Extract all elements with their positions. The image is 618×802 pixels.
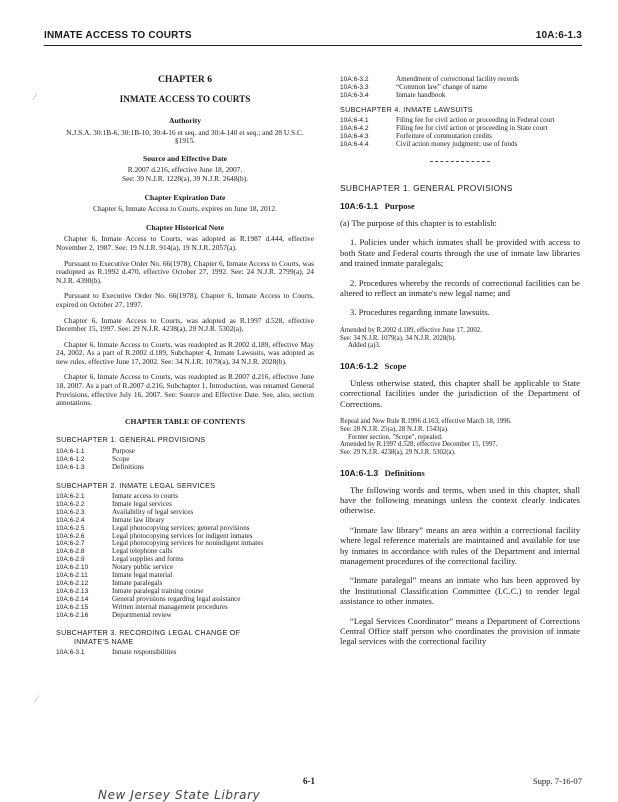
section-title: Scope — [384, 361, 407, 372]
toc-row: 10A:6-3.2 Amendment of correctional facility records — [340, 75, 519, 83]
toc-row: 10A:6-3.1 Inmate responsibilities — [56, 648, 177, 657]
toc-row: 10A:6-2.15 Written internal management procedures — [56, 602, 228, 611]
section-1-1-heading — [340, 202, 580, 211]
expiration-heading: Chapter Expiration Date — [144, 192, 226, 202]
toc-row: 10A:6-4.1 Filing fee for civil action or proceeding in Federal court — [340, 116, 555, 125]
subchapter-3-heading: SUBCHAPTER 3. RECORDING LEGAL CHANGE OF — [56, 628, 241, 638]
subchapter-1-heading: SUBCHAPTER 1. GENERAL PROVISIONS — [56, 435, 206, 445]
definition-inmate-paralegal: “Inmate paralegal” means an inmate who has been approved by the Institutional Classification Committee (I.C.C.) to render legal assistance to other inmates. — [340, 575, 580, 607]
library-stamp: New Jersey State Library — [98, 788, 261, 802]
toc-row: 10A:6-2.14 General provisions regarding legal assistance — [56, 594, 241, 603]
source-text-2: See: 39 N.J.R. 1228(a), 39 N.J.R. 2648(b). — [121, 173, 249, 183]
toc-subchapter-3-cont — [340, 76, 580, 100]
toc-row: 10A:6-2.1 Inmate access to courts — [56, 491, 178, 500]
toc-row: 10A:6-4.4 Civil action money judgment; use of funds — [340, 139, 518, 148]
history-paragraph: Chapter 6, Inmate Access to Courts, was readopted as R.2002 d.189, effective May 24, 2002. As a part of R.2002 d.189, Subchapter 4, Inmate Lawsuits, was adopted as new rules, effective June 17, 2002. See: 34 N.J.R. 1079(a), 34 N.J.R. 2028(b). — [56, 339, 314, 366]
toc-subchapter-4 — [340, 117, 580, 149]
toc-row: 10A:6-3.4 Inmate handbook — [340, 90, 446, 99]
expiration-text: Chapter 6, Inmate Access to Courts, expires on June 18, 2012. — [93, 204, 277, 214]
toc-heading: CHAPTER TABLE OF CONTENTS — [125, 416, 245, 426]
page-number: 6-1 — [303, 776, 315, 786]
section-divider — [430, 161, 490, 162]
definition-legal-services-coordinator: “Legal Services Coordinator” means a Department of Corrections Central Office staff person who coordinates the provision of inmate legal services with the correctional facility — [340, 615, 580, 647]
source-text-1: R.2007 d.216, effective June 18, 2007. — [127, 165, 243, 175]
toc-subchapter-3 — [56, 649, 314, 657]
right-column — [340, 76, 580, 647]
history-paragraph: Pursuant to Executive Order No. 66(1978), Chapter 6, Inmate Access to Courts, expired on October 27, 1997. — [56, 291, 314, 309]
purpose-intro: (a) The purpose of this chapter is to establish: — [340, 217, 497, 228]
toc-row: 10A:6-2.3 Availability of legal services — [56, 507, 194, 516]
toc-row: 10A:6-2.5 Legal photocopying services; general provisions — [56, 523, 250, 532]
history-heading: Chapter Historical Note — [146, 222, 224, 232]
toc-row: 10A:6-2.6 Legal photocopying services for indigent inmates — [56, 531, 253, 540]
subchapter-2-heading: SUBCHAPTER 2. INMATE LEGAL SERVICES — [56, 480, 216, 490]
toc-row: 10A:6-2.16 Departmental review — [56, 610, 172, 619]
scope-amendment-note: Repeal and New Rule R.1996 d.163, effective March 18, 1996. See: 28 N.J.R. 25(a), 28 N.J.R. 1543(a). Former section, "Scope", repealed. Amended by R.1997 d.528, effective December 15, 1997. See: 29 N.J.R. 4238(a), 29 N.J.R. 5302(a). — [340, 417, 512, 457]
purpose-item-1: 1. Policies under which inmates shall be provided with access to both State and Federal courts through the use of inmate law libraries and trained inmate paralegals; — [340, 237, 580, 269]
section-title: Definitions — [384, 467, 425, 478]
subchapter-4-heading: SUBCHAPTER 4. INMATE LAWSUITS — [340, 104, 473, 114]
section-1-3-heading — [340, 469, 580, 478]
subchapter-1-title: SUBCHAPTER 1. GENERAL PROVISIONS — [340, 182, 513, 193]
toc-row: 10A:6-4.2 Filing fee for civil action or proceeding in State court — [340, 124, 548, 133]
history-paragraph: Chapter 6, Inmate Access to Courts, was adopted as R.1997 d.528, effective December 15, 1997. See: 29 N.J.R. 4238(a), 29 N.J.R. 5302(a). — [56, 315, 314, 334]
section-number: 10A:6-1.1 — [340, 201, 379, 212]
source-heading: Source and Effective Date — [142, 153, 227, 163]
header-rule — [44, 45, 582, 46]
history-paragraph: Chapter 6, Inmate Access to Courts, was adopted as R.1987 d.444, effective November 2, 1987. See: 19 N.J.R. 914(a), 19 N.J.R. 2057(a). — [56, 234, 314, 252]
section-1-2-heading — [340, 362, 580, 371]
authority-heading: Authority — [168, 116, 202, 125]
left-column — [56, 58, 314, 657]
toc-row: 10A:6-2.13 Inmate paralegal training course — [56, 586, 204, 595]
toc-row: 10A:6-2.11 Inmate legal material — [56, 571, 173, 580]
toc-row: 10A:6-1.1 Purpose — [56, 446, 135, 455]
chapter-number: CHAPTER 6 — [157, 74, 213, 85]
supplement-date: Supp. 7-16-07 — [532, 776, 582, 786]
subchapter-3-heading-cont: INMATE'S NAME — [74, 636, 134, 646]
definitions-intro: The following words and terms, when used in this chapter, shall have the following meanings unless the context clearly indicates otherwise. — [340, 484, 580, 516]
toc-row: 10A:6-1.2 Scope — [56, 454, 130, 463]
purpose-item-3: 3. Procedures regarding inmate lawsuits. — [350, 307, 490, 318]
section-number: 10A:6-1.2 — [340, 361, 379, 372]
toc-subchapter-1 — [56, 448, 314, 472]
toc-row: 10A:6-3.3 “Common law” change of name — [340, 82, 488, 91]
toc-row: 10A:6-2.2 Inmate legal services — [56, 499, 172, 508]
header-section: 10A:6-1.3 — [535, 30, 582, 41]
toc-row: 10A:6-2.10 Notary public service — [56, 563, 174, 572]
header-title: INMATE ACCESS TO COURTS — [44, 30, 192, 41]
toc-row: 10A:6-4.3 Forfeiture of commutation credits — [340, 131, 492, 140]
history-paragraph: Chapter 6, Inmate Access to Courts, was readopted as R.2007 d.216, effective June 18, 2007. As a part of R.2007 d.216, Subchapter 1, Introduction, was renamed General Provisions, effective July 16, 2007. See: Source and Effective Date. See, also, section annotations. — [56, 372, 314, 408]
toc-row: 10A:6-1.3 Definitions — [56, 462, 144, 471]
chapter-title: INMATE ACCESS TO COURTS — [119, 94, 251, 104]
definition-law-library: “Inmate law library” means an area within a correctional facility where legal reference materials are maintained and available for use by inmates in accordance with rules of the Department and internal management procedures of the correctional facility. — [340, 524, 580, 566]
scope-text: Unless otherwise stated, this chapter shall be applicable to State correctional facilities under the jurisdiction of the Department of Corrections. — [340, 377, 580, 409]
toc-row: 10A:6-2.12 Inmate paralegals — [56, 578, 163, 587]
toc-row: 10A:6-2.9 Legal supplies and forms — [56, 555, 184, 564]
running-header — [44, 30, 582, 46]
toc-row: 10A:6-2.4 Inmate law library — [56, 515, 165, 524]
section-title: Purpose — [384, 201, 415, 212]
authority-text: N.J.S.A. 30:1B-6, 30:1B-10, 30:4-16 et seq. and 30:4-140 et seq.; and 28 U.S.C. §1915. — [66, 127, 304, 146]
purpose-amendment-note: Amended by R.2002 d.189, effective June 17, 2002. See: 34 N.J.R. 1079(a), 34 N.J.R. 2028(b). Added (a)3. — [340, 326, 482, 350]
section-number: 10A:6-1.3 — [340, 467, 379, 478]
history-paragraph: Pursuant to Executive Order No. 66(1978), Chapter 6, Inmate Access to Courts, was readopted as R.1992 d.470, effective October 27, 1992. See: 24 N.J.R. 2799(a), 24 N.J.R. 4390(b). — [56, 258, 314, 285]
toc-row: 10A:6-2.8 Legal telephone calls — [56, 547, 173, 556]
toc-row: 10A:6-2.7 Legal photocopying services for nonindigent inmates — [56, 539, 264, 548]
margin-mark: ⁄ — [34, 92, 36, 102]
purpose-item-2: 2. Procedures whereby the records of correctional facilities can be altered to reflect an inmate's new legal name; and — [340, 277, 580, 298]
margin-mark: ⁄ — [36, 694, 38, 704]
toc-subchapter-2 — [56, 493, 314, 620]
